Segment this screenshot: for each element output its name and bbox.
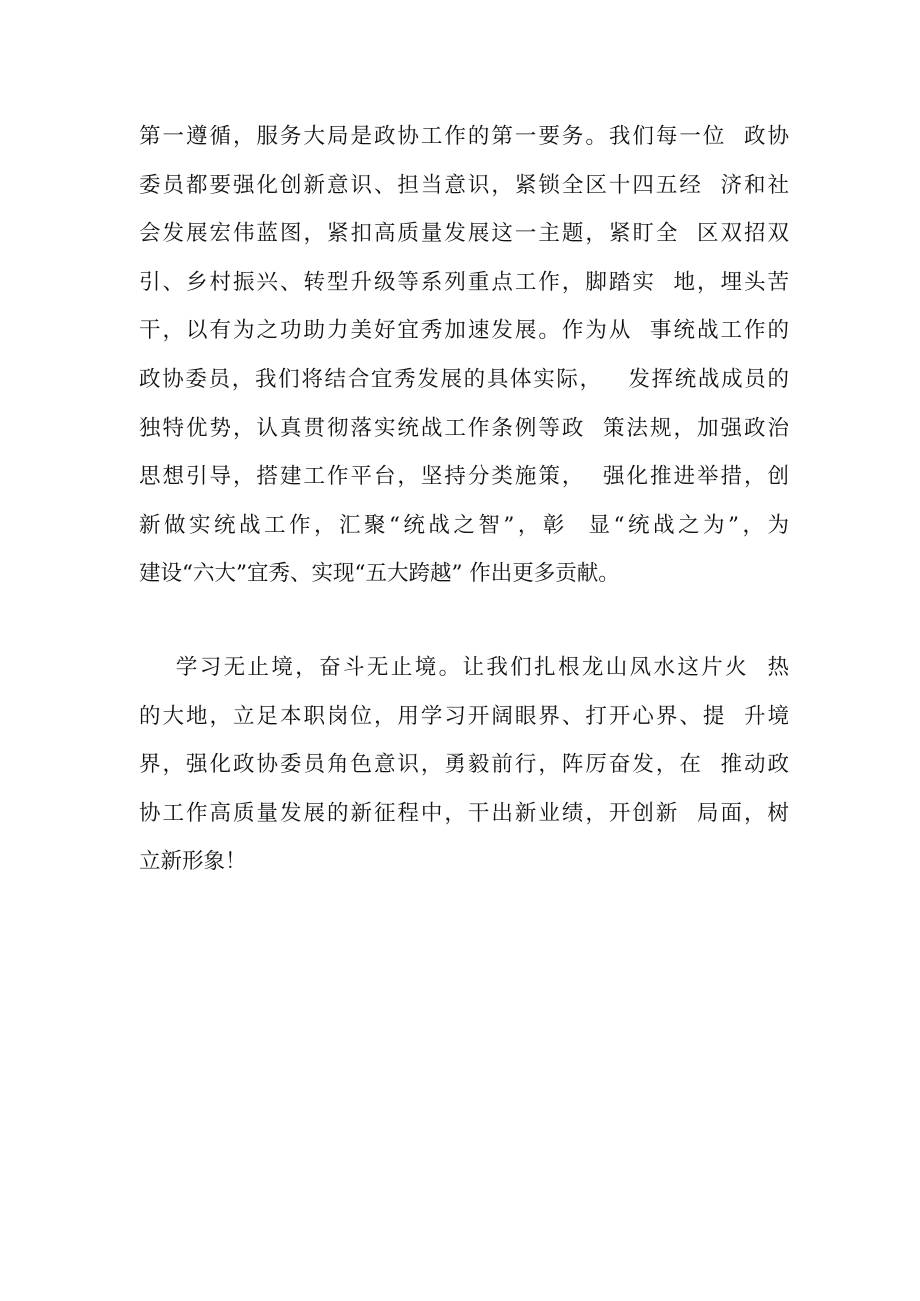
paragraph-line: 政协委员，我们将结合宜秀发展的具体实际， 发挥统战成员的: [139, 366, 789, 392]
paragraph-line: 委员都要强化创新意识、担当意识，紧锁全区十四五经 济和社: [139, 172, 789, 198]
paragraph-line: 协工作高质量发展的新征程中，干出新业绩，开创新 局面，树: [139, 800, 789, 826]
paragraph-line: 立新形象！: [139, 849, 247, 875]
paragraph-line: 独特优势，认真贯彻落实统战工作条例等政 策法规，加强政治: [139, 415, 789, 441]
paragraph-line: 的大地，立足本职岗位，用学习开阔眼界、打开心界、提 升境: [139, 703, 789, 729]
paragraph-2: [139, 644, 789, 887]
paragraph-line: 第一遵循，服务大局是政协工作的第一要务。我们每一位 政协: [139, 124, 789, 149]
paragraph-line: 会发展宏伟蓝图，紧扣高质量发展这一主题，紧盯全 区双招双: [139, 221, 789, 247]
paragraph-line: 干，以有为之功助力美好宜秀加速发展。作为从 事统战工作的: [139, 318, 789, 344]
paragraph-1: [139, 113, 789, 599]
paragraph-line: 思想引导，搭建工作平台，坚持分类施策， 强化推进举措，创: [139, 464, 789, 490]
paragraph-line: 引、乡村振兴、转型升级等系列重点工作，脚踏实 地，埋头苦: [139, 269, 789, 295]
paragraph-line: 建设“六大”宜秀、实现“五大跨越” 作出更多贡献。: [139, 561, 620, 587]
paragraph-line: 学习无止境，奋斗无止境。让我们扎根龙山凤水这片火 热: [139, 655, 789, 680]
paragraph-line: 新做实统战工作，汇聚“统战之智”，彰 显“统战之为”，为: [139, 512, 789, 538]
paragraph-line: 界，强化政协委员角色意识，勇毅前行，阵厉奋发，在 推动政: [139, 752, 789, 778]
